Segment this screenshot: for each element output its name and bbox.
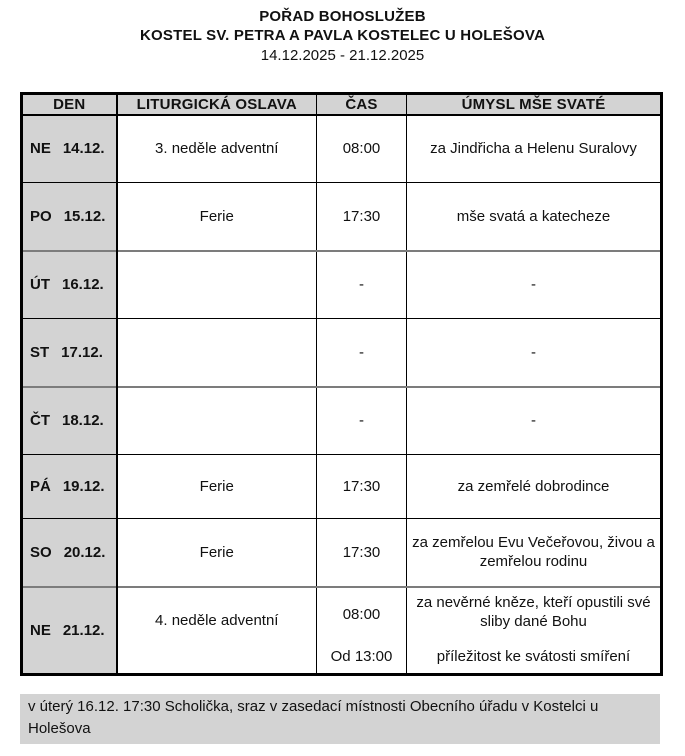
intention-cell xyxy=(407,387,662,455)
intention-stack xyxy=(407,207,660,226)
table-row xyxy=(22,387,662,455)
intention-text: - xyxy=(531,276,536,294)
time-cell xyxy=(317,183,407,251)
intention-cell xyxy=(407,455,662,519)
day-date: 20.12. xyxy=(63,543,106,561)
intention-text: za nevěrné kněze, kteří opustili své sliby dané Bohu xyxy=(416,593,651,630)
time-stack xyxy=(317,139,406,158)
day-label xyxy=(23,344,116,361)
intention-cell xyxy=(407,519,662,587)
celebration-cell xyxy=(117,251,317,319)
day-cell xyxy=(22,587,117,675)
day-label xyxy=(23,478,116,495)
time-value: - xyxy=(359,412,364,430)
day-abbr: PO xyxy=(30,207,52,225)
day-label xyxy=(23,412,116,429)
celebration-cell: Ferie xyxy=(117,455,317,519)
day-label xyxy=(23,208,116,225)
time-value: - xyxy=(359,343,364,361)
day-cell xyxy=(22,455,117,519)
day-date: 17.12. xyxy=(61,343,103,361)
day-abbr: SO xyxy=(30,543,52,561)
time-value: 08:00 xyxy=(342,140,381,158)
intention-text: mše svatá a katecheze xyxy=(456,207,611,225)
time-stack xyxy=(317,207,406,226)
time-stack xyxy=(317,543,406,562)
day-label xyxy=(23,140,116,157)
day-abbr: NE xyxy=(30,621,51,639)
column-header-liturgicka-oslava: LITURGICKÁ OSLAVA xyxy=(117,94,317,115)
day-abbr: ÚT xyxy=(30,276,50,294)
intention-stack xyxy=(407,139,660,158)
celebration-cell: 4. neděle adventní xyxy=(117,587,317,675)
column-header-umysl-mse-svate: ÚMYSL MŠE SVATÉ xyxy=(407,94,662,115)
day-date: 19.12. xyxy=(62,478,105,495)
celebration-cell: Ferie xyxy=(117,519,317,587)
intention-text: za Jindřicha a Helenu Suralovy xyxy=(430,140,637,158)
time-stack xyxy=(317,588,406,673)
day-label xyxy=(23,544,116,561)
intention-text: - xyxy=(531,343,536,361)
day-abbr: ČT xyxy=(30,412,50,430)
intention-cell xyxy=(407,251,662,319)
column-header-den: DEN xyxy=(22,94,117,115)
intention-cell xyxy=(407,115,662,183)
day-date: 15.12. xyxy=(63,207,106,225)
day-cell xyxy=(22,387,117,455)
day-cell xyxy=(22,519,117,587)
intention-cell xyxy=(407,587,662,675)
intention-text: příležitost ke svátosti smíření xyxy=(436,647,631,665)
page-title: POŘAD BOHOSLUŽEB xyxy=(259,8,426,25)
intention-stack xyxy=(407,588,660,673)
time-cell xyxy=(317,251,407,319)
time-stack xyxy=(317,477,406,496)
table-header-row xyxy=(22,94,662,115)
intention-stack xyxy=(407,411,660,430)
day-cell xyxy=(22,319,117,387)
table-row xyxy=(22,519,662,587)
table-row xyxy=(22,183,662,251)
celebration-cell xyxy=(117,319,317,387)
day-date: 21.12. xyxy=(62,621,105,639)
time-cell xyxy=(317,587,407,675)
footer-note: v úterý 16.12. 17:30 Scholička, sraz v zasedací místnosti Obecního úřadu v Kostelci u Holešova xyxy=(20,694,660,744)
date-range: 14.12.2025 - 21.12.2025 xyxy=(260,47,425,64)
day-date: 14.12. xyxy=(62,140,105,158)
day-cell xyxy=(22,115,117,183)
day-abbr: PÁ xyxy=(30,478,51,495)
time-value: 17:30 xyxy=(342,478,381,495)
time-value: 17:30 xyxy=(342,207,381,225)
day-abbr: NE xyxy=(30,140,51,158)
day-cell xyxy=(22,183,117,251)
time-stack xyxy=(317,411,406,430)
schedule-table xyxy=(20,92,663,676)
time-cell xyxy=(317,387,407,455)
time-cell xyxy=(317,519,407,587)
time-cell xyxy=(317,319,407,387)
intention-stack xyxy=(407,275,660,294)
day-cell xyxy=(22,251,117,319)
intention-text: za zemřelou Evu Večeřovou, živou a zemřelou rodinu xyxy=(412,534,655,571)
celebration-cell: 3. neděle adventní xyxy=(117,115,317,183)
intention-cell xyxy=(407,183,662,251)
table-row xyxy=(22,319,662,387)
time-stack xyxy=(317,343,406,362)
intention-stack xyxy=(407,533,660,571)
table-row xyxy=(22,251,662,319)
day-date: 16.12. xyxy=(62,276,104,294)
table-row xyxy=(22,115,662,183)
time-value: Od 13:00 xyxy=(330,647,393,665)
intention-cell xyxy=(407,319,662,387)
column-header-cas: ČAS xyxy=(317,94,407,115)
time-cell xyxy=(317,115,407,183)
time-value: - xyxy=(359,276,364,294)
church-name: KOSTEL SV. PETRA A PAVLA KOSTELEC U HOLEŠOVA xyxy=(140,27,545,44)
table-row xyxy=(22,587,662,675)
intention-stack xyxy=(407,477,660,496)
time-value: 17:30 xyxy=(342,543,381,561)
celebration-cell xyxy=(117,387,317,455)
day-date: 18.12. xyxy=(62,412,104,430)
intention-stack xyxy=(407,343,660,362)
time-stack xyxy=(317,275,406,294)
time-value: 08:00 xyxy=(342,605,381,623)
intention-text: za zemřelé dobrodince xyxy=(457,478,610,495)
celebration-cell: Ferie xyxy=(117,183,317,251)
day-abbr: ST xyxy=(30,343,50,361)
day-label xyxy=(23,622,116,639)
time-cell xyxy=(317,455,407,519)
intention-text: - xyxy=(531,412,536,430)
day-label xyxy=(23,276,116,293)
title-block xyxy=(0,7,685,65)
table-row xyxy=(22,455,662,519)
table-body xyxy=(22,115,662,675)
